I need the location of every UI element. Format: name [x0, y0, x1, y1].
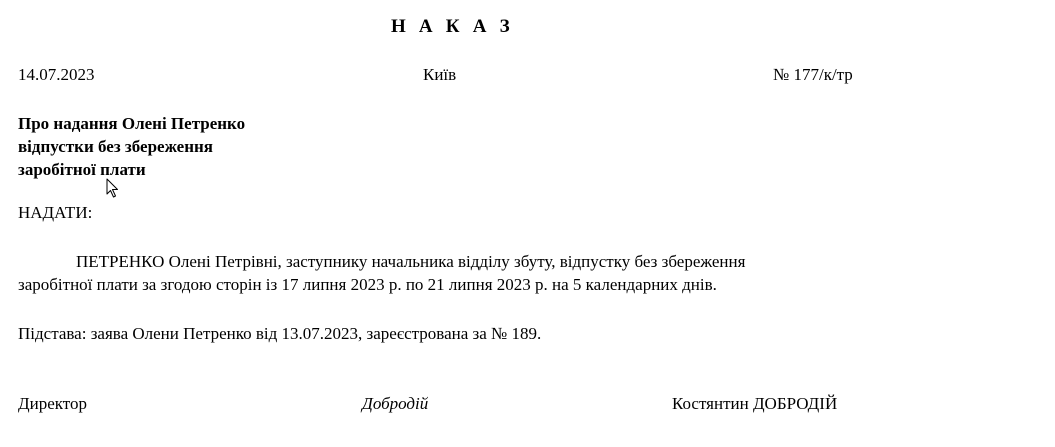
document-date: 14.07.2023	[18, 65, 95, 84]
body-line: ПЕТРЕНКО Олені Петрівні, заступнику начальника відділу збуту, відпустку без збереження	[76, 252, 746, 271]
subject-line: заробітної плати	[18, 160, 146, 179]
document-subject	[18, 112, 308, 181]
body-line: заробітної плати за згодою сторін із 17 липня 2023 р. по 21 липня 2023 р. на 5 календарних днів.	[18, 275, 717, 294]
subject-line: відпустки без збереження	[18, 137, 214, 156]
order-verb: НАДАТИ:	[18, 203, 93, 222]
document-title: Н А К А З	[391, 16, 514, 37]
signature: Добродій	[362, 394, 429, 413]
signatory-name: Костянтин ДОБРОДІЙ	[672, 394, 838, 413]
mouse-pointer-icon	[106, 178, 120, 198]
order-body	[18, 250, 878, 296]
subject-line: Про надання Олені Петренко	[18, 114, 246, 133]
signatory-position: Директор	[18, 394, 87, 413]
document-number: № 177/к/тр	[773, 65, 853, 84]
order-basis: Підстава: заява Олени Петренко від 13.07.2023, зареєстрована за № 189.	[18, 324, 542, 343]
document-city: Київ	[423, 65, 457, 84]
